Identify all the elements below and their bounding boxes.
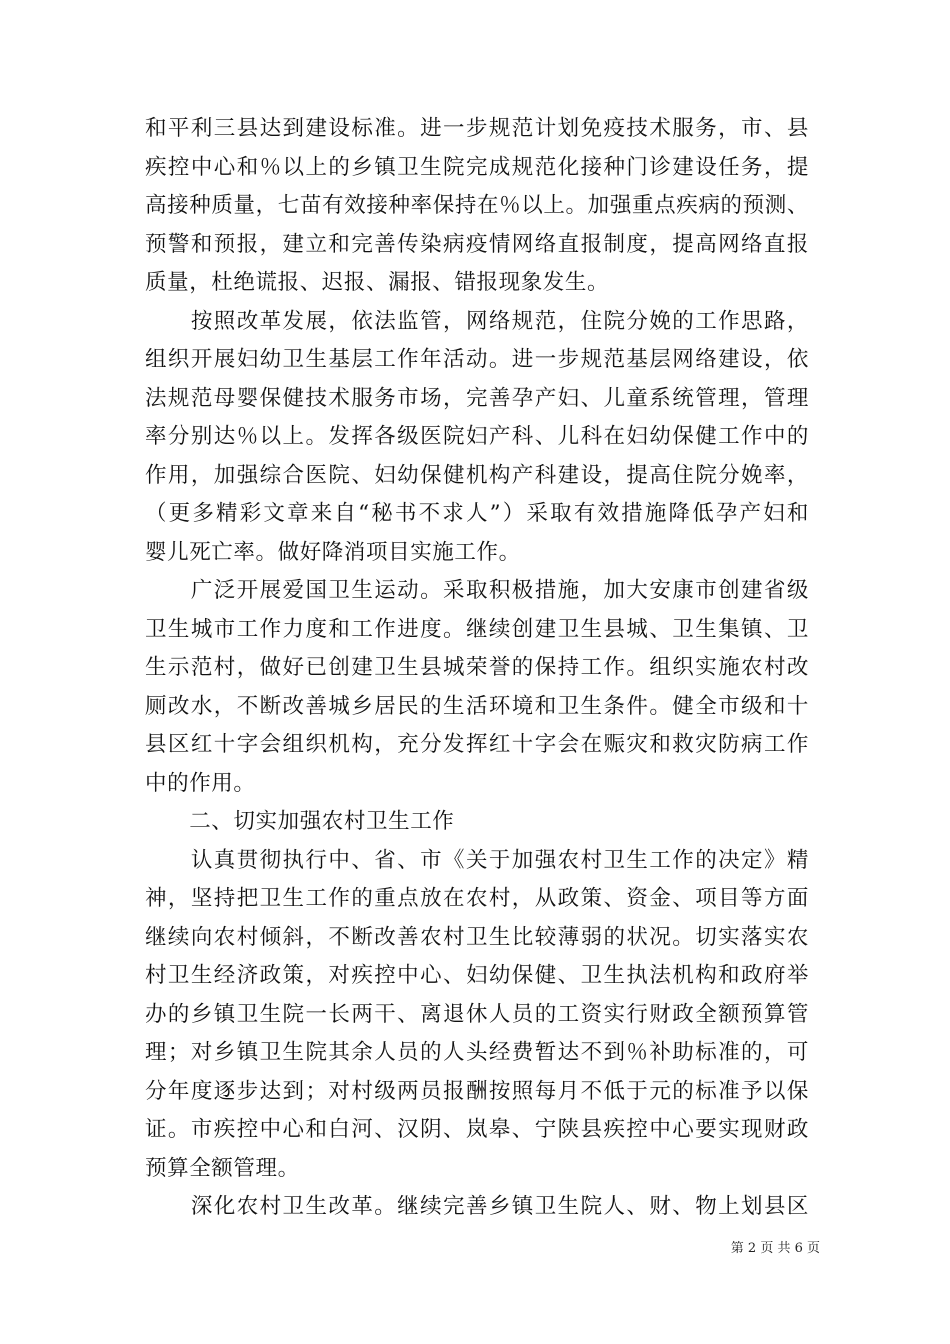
text-line: 卫生城市工作力度和工作进度。继续创建卫生县城、卫生集镇、卫: [145, 616, 809, 642]
text-line: 婴儿死亡率。做好降消项目实施工作。: [145, 539, 521, 565]
text-line: 中的作用。: [145, 770, 256, 796]
text-line: 预算全额管理。: [145, 1155, 300, 1181]
document-body: [145, 110, 809, 1227]
text-line: 疾控中心和％以上的乡镇卫生院完成规范化接种门诊建设任务，提: [145, 154, 809, 180]
text-line: 县区红十字会组织机构，充分发挥红十字会在赈灾和救灾防病工作: [145, 732, 809, 757]
text-line: 继续向农村倾斜，不断改善农村卫生比较薄弱的状况。切实落实农: [145, 924, 809, 950]
text-line: 理；对乡镇卫生院其余人员的人头经费暂达不到％补助标准的，可: [145, 1040, 809, 1065]
text-line: 证。市疾控中心和白河、汉阴、岚皋、宁陕县疾控中心要实现财政: [145, 1117, 809, 1142]
text-line: 按照改革发展，依法监管，网络规范，住院分娩的工作思路，: [145, 308, 809, 334]
text-line: 作用，加强综合医院、妇幼保健机构产科建设，提高住院分娩率，: [145, 462, 809, 488]
text-line: 生示范村，做好已创建卫生县城荣誉的保持工作。组织实施农村改: [145, 655, 809, 680]
text-line: 法规范母婴保健技术服务市场，完善孕产妇、儿童系统管理，管理: [145, 385, 809, 411]
text-line: 认真贯彻执行中、省、市《关于加强农村卫生工作的决定》精: [145, 847, 809, 873]
page-number-footer: 第 2 页 共 6 页: [730, 1241, 820, 1256]
text-line: 二、切实加强农村卫生工作: [145, 809, 455, 834]
text-line: 深化农村卫生改革。继续完善乡镇卫生院人、财、物上划县区: [145, 1194, 809, 1219]
text-line: 厕改水，不断改善城乡居民的生活环境和卫生条件。健全市级和十: [145, 693, 809, 719]
text-line: 办的乡镇卫生院一长两干、离退休人员的工资实行财政全额预算管: [145, 1001, 809, 1027]
text-line: 高接种质量，七苗有效接种率保持在％以上。加强重点疾病的预测、: [145, 193, 809, 218]
text-line: 质量，杜绝谎报、迟报、漏报、错报现象发生。: [145, 270, 610, 295]
text-line: 分年度逐步达到；对村级两员报酬按照每月不低于元的标准予以保: [145, 1078, 809, 1104]
text-line: 率分别达％以上。发挥各级医院妇产科、儿科在妇幼保健工作中的: [145, 424, 809, 449]
text-line: （更多精彩文章来自“秘书不求人”）采取有效措施降低孕产妇和: [145, 501, 809, 526]
text-line: 预警和预报，建立和完善传染病疫情网络直报制度，提高网络直报: [145, 231, 809, 257]
text-line: 和平利三县达到建设标准。进一步规范计划免疫技术服务，市、县: [145, 116, 809, 141]
text-line: 神，坚持把卫生工作的重点放在农村，从政策、资金、项目等方面: [145, 886, 809, 911]
text-line: 广泛开展爱国卫生运动。采取积极措施，加大安康市创建省级: [145, 578, 809, 603]
text-line: 村卫生经济政策，对疾控中心、妇幼保健、卫生执法机构和政府举: [145, 963, 809, 988]
text-line: 组织开展妇幼卫生基层工作年活动。进一步规范基层网络建设，依: [145, 347, 809, 372]
